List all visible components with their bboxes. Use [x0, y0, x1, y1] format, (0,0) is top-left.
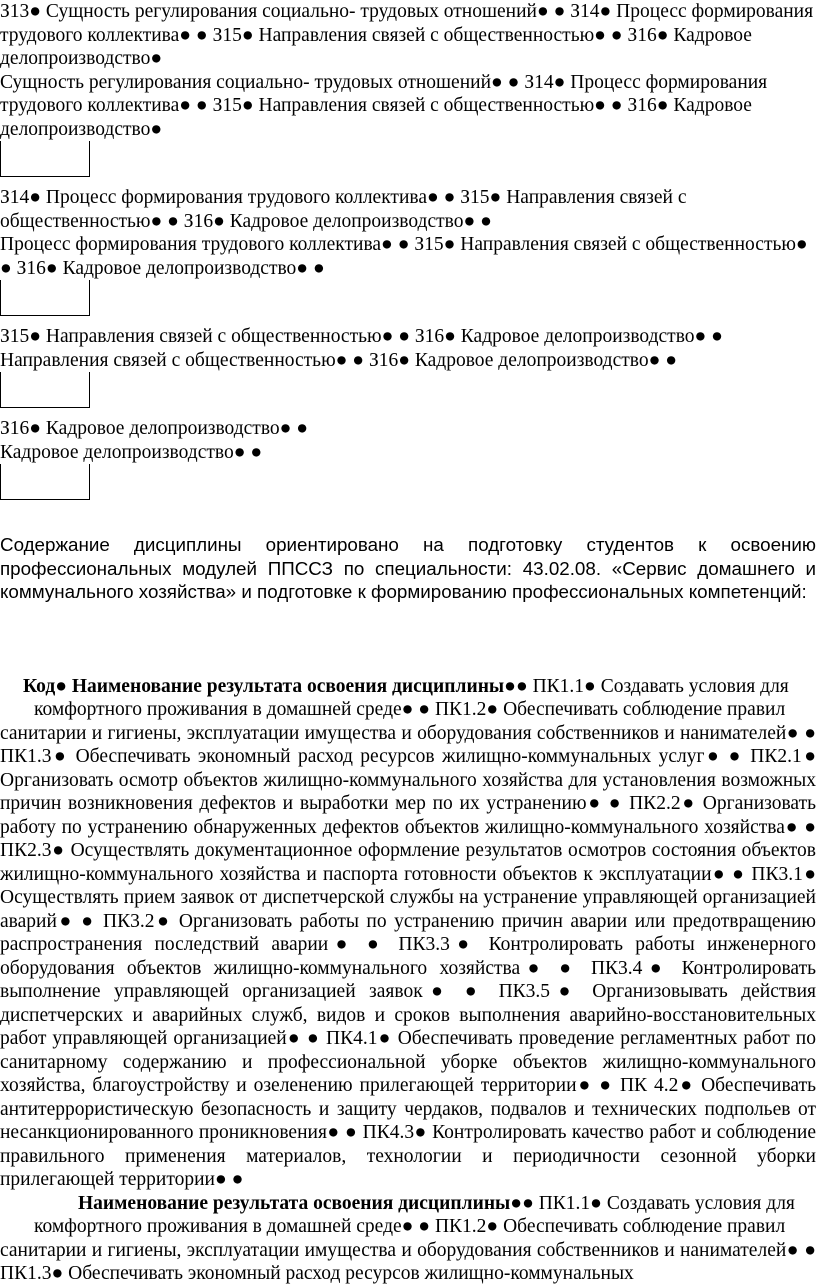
- block4-line-b: Кадровое делопроизводство● ●: [0, 441, 263, 463]
- empty-cell-box: [0, 464, 90, 500]
- table1-head-line: [0, 675, 816, 699]
- block4-line-a: З16● Кадровое делопроизводство● ●: [0, 418, 309, 439]
- table2-head-bold: Наименование результата освоения дисциплины●: [78, 1192, 523, 1214]
- block2-line-a: З14● Процесс формирования трудового коллектива● ● З15● Направления связей с общественностью● ● З16● Кадровое делопроизводство● ●: [0, 187, 687, 232]
- block2-line-b: Процесс формирования трудового коллектива● ● З15● Направления связей с общественностью● ● З16● Кадровое делопроизводство● ●: [0, 234, 808, 279]
- table1-line1: ● ПК1.1● Создавать условия для: [515, 675, 789, 697]
- competency-table-1: [0, 675, 816, 1192]
- competency-table-2: [0, 1192, 816, 1286]
- empty-cell-box: [0, 372, 90, 408]
- table2-head-line: [0, 1192, 816, 1216]
- table1-body: санитарии и гигиены, эксплуатации имущества и оборудования собственников и нанимателей● ● ПК1.3● Обеспечивать экономный расход ресурсов жилищно-коммунальных услуг● ● ПК2.1● Организовать осмотр объектов жилищно-коммунального хозяйства для установления возможных причин возникновения дефектов и выработки мер по их устранению● ● ПК2.2● Организовать работу по устранению обнаруженных дефектов объектов жилищно-коммунального хозяйства● ● ПК2.3● Осуществлять документационное оформление результатов осмотров состояния объектов жилищно-коммунального хозяйства и паспорта готовности объектов к эксплуатации● ● ПК3.1● Осуществлять прием заявок от диспетчерской службы на устранение управляющей организацией аварий● ● ПК3.2● Организовать работы по устранению причин аварии или предотвращению распространения последствий аварии● ● ПК3.3● Контролировать работы инженерного оборудования объектов жилищно-коммунального хозяйства● ● ПК3.4● Контролировать выполнение управляющей организацией заявок● ● ПК3.5● Организовывать действия диспетчерских и аварийных служб, видов и сроков выполнения аварийно-восстановительных работ управляющей организацией● ● ПК4.1● Обеспечивать проведение регламентных работ по санитарному содержанию и профессиональной уборке объектов жилищно-коммунального хозяйства, благоустройству и озеленению прилегающей территории● ● ПК 4.2● Обеспечивать антитеррористическую безопасность и защиту чердаков, подвалов и технических подпольев от несанкционированного проникновения● ● ПК4.3● Контролировать качество работ и соблюдение правильного применения материалов, технологии и периодичности сезонной уборки прилегающей территории● ●: [0, 722, 816, 1190]
- table2-line1: ● ПК1.1● Создавать условия для: [522, 1192, 795, 1214]
- table2-line2: комфортного проживания в домашней среде● ● ПК1.2● Обеспечивать соблюдение правил: [34, 1216, 786, 1237]
- block1-line-a: З13● Сущность регулирования социально- трудовых отношений● ● З14● Процесс формирования трудового коллектива● ● З15● Направления связей с общественностью● ● З16● Кадровое делопроизводство●: [0, 1, 814, 69]
- table1-line2: комфортного проживания в домашней среде● ● ПК1.2● Обеспечивать соблюдение правил: [34, 699, 786, 720]
- empty-cell-box: [0, 280, 90, 316]
- block3-line-b: Направления связей с общественностью● ● З16● Кадровое делопроизводство● ●: [0, 349, 678, 371]
- block3-line-a: З15● Направления связей с общественностью● ● З16● Кадровое делопроизводство● ●: [0, 326, 723, 347]
- intro-paragraph: Содержание дисциплины ориентировано на подготовку студентов к освоению профессиональных модулей ППССЗ по специальности: 43.02.08. «Сервис домашнего и коммунального хозяйства» и подготовке к формированию профессиональных компетенций:: [0, 534, 816, 602]
- block1-line-b: Сущность регулирования социально- трудовых отношений● ● З14● Процесс формирования трудового коллектива● ● З15● Направления связей с общественностью● ● З16● Кадровое делопроизводство●: [0, 71, 768, 140]
- table1-head-bold: Код● Наименование результата освоения дисциплины●: [23, 675, 516, 697]
- empty-cell-box: [0, 141, 90, 177]
- table2-body: санитарии и гигиены, эксплуатации имущества и оборудования собственников и нанимателей● ● ПК1.3● Обеспечивать экономный расход ресурсов жилищно-коммунальных: [0, 1239, 816, 1284]
